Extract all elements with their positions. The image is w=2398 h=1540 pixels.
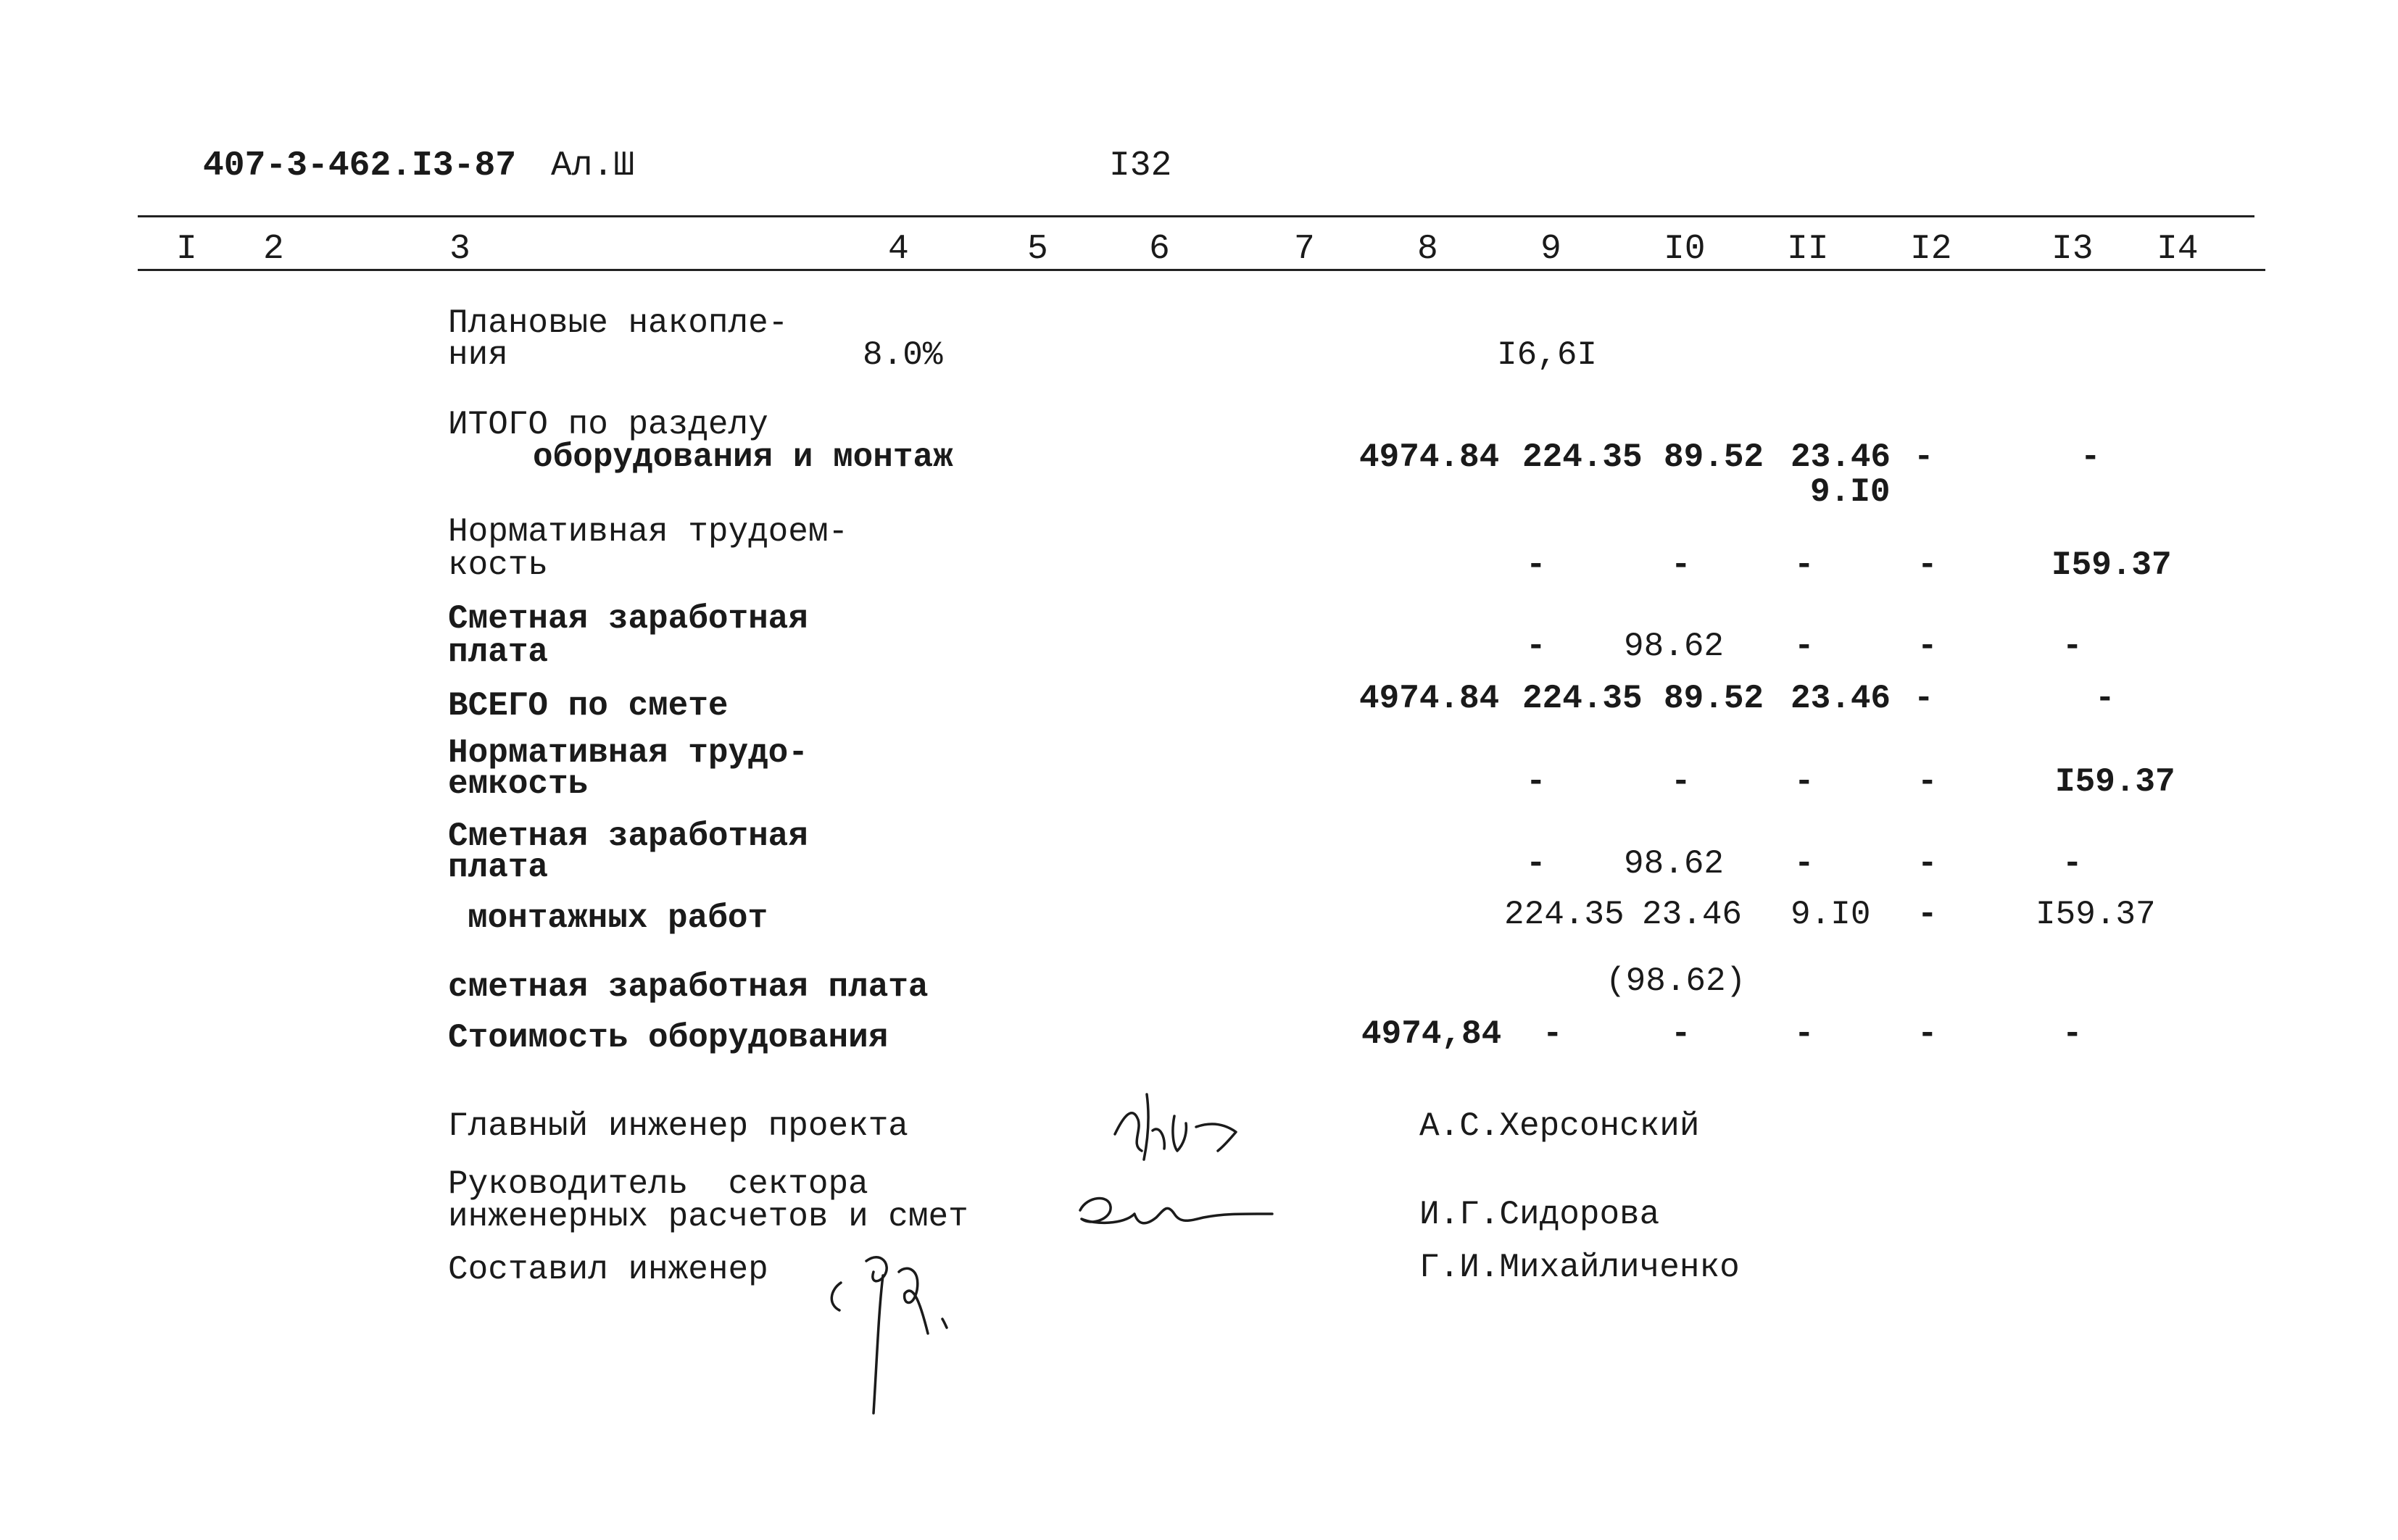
cell-col10: 98.62 xyxy=(1624,845,1725,883)
column-number: I0 xyxy=(1664,230,1706,269)
column-number: I3 xyxy=(2051,230,2094,269)
cell-col11: 9.I0 xyxy=(1791,896,1871,933)
row-label: Нормативная трудо- xyxy=(448,734,808,772)
row-label: оборудования и монтаж xyxy=(533,438,953,476)
signature-chief-engineer xyxy=(1102,1065,1261,1189)
cell-col10: - xyxy=(1671,546,1691,584)
cell-col10: 89.52 xyxy=(1664,438,1764,476)
cell-col11: - xyxy=(1794,763,1814,801)
signer-name: А.С.Херсонский xyxy=(1419,1107,1700,1145)
cell-col13: I59.37 xyxy=(2055,763,2175,801)
signer-name: Г.И.Михайличенко xyxy=(1419,1249,1740,1286)
cell-col12: - xyxy=(1917,628,1938,665)
table-header-rule xyxy=(138,269,2265,271)
row-label: сметная заработная плата xyxy=(448,968,929,1006)
cell-col11: 23.46 xyxy=(1791,438,1891,476)
signature-sector-head xyxy=(1066,1181,1283,1246)
row-label: плата xyxy=(448,633,549,671)
cell-col9: - xyxy=(1526,628,1546,665)
row-label: ИТОГО по разделу xyxy=(448,406,768,444)
cell-col9: - xyxy=(1526,763,1546,801)
signer-role: Составил инженер xyxy=(448,1251,768,1289)
cell-col9: - xyxy=(1526,546,1546,584)
cell-col12: - xyxy=(1914,438,1934,476)
cell-col13: - xyxy=(2062,845,2083,883)
cell-col11: 23.46 xyxy=(1791,680,1891,717)
signer-name: И.Г.Сидорова xyxy=(1419,1196,1660,1233)
signer-role: Руководитель сектора xyxy=(448,1165,868,1203)
signature-compiler xyxy=(812,1232,979,1428)
cell-col13: - xyxy=(2062,1015,2083,1053)
cell-col10: - xyxy=(1671,1015,1691,1053)
cell-col12: - xyxy=(1914,680,1934,717)
cell-col11: - xyxy=(1794,628,1814,665)
column-number: 8 xyxy=(1417,230,1438,269)
cell-col10: (98.62) xyxy=(1606,962,1746,1000)
cell-col13: I59.37 xyxy=(2051,546,2172,584)
cell-col8: 4974.84 xyxy=(1359,680,1500,717)
column-number: 5 xyxy=(1027,230,1048,269)
row-label: Плановые накопле- xyxy=(448,304,789,342)
cell-col10: - xyxy=(1671,763,1691,801)
cell-col10: 89.52 xyxy=(1664,680,1764,717)
row-label: емкость xyxy=(448,765,589,803)
cell-col9: - xyxy=(1526,845,1546,883)
row-label: ВСЕГО по смете xyxy=(448,687,729,725)
rate-value: 8.0% xyxy=(863,336,943,374)
cell-col9: 224.35 xyxy=(1522,438,1643,476)
column-number: 9 xyxy=(1540,230,1561,269)
cell-col11-extra: 9.I0 xyxy=(1810,473,1891,511)
album-number: Ал.Ш xyxy=(551,146,635,186)
cell-col13: - xyxy=(2080,438,2101,476)
cell-col11: - xyxy=(1794,1015,1814,1053)
cell-col13: - xyxy=(2095,680,2115,717)
page-number: I32 xyxy=(1109,146,1172,186)
signer-role: Главный инженер проекта xyxy=(448,1107,908,1145)
cell-col11: - xyxy=(1794,845,1814,883)
column-number: 6 xyxy=(1149,230,1170,269)
row-label: ния xyxy=(448,336,508,374)
cell-col10: 98.62 xyxy=(1624,628,1725,665)
row-label: монтажных работ xyxy=(468,899,768,937)
cell-col12: - xyxy=(1917,763,1938,801)
column-number: I4 xyxy=(2157,230,2199,269)
column-number: I2 xyxy=(1910,230,1952,269)
row-label: кость xyxy=(448,546,549,584)
cell-col8: 4974,84 xyxy=(1361,1015,1502,1053)
signer-role: инженерных расчетов и смет xyxy=(448,1198,968,1236)
cell-col9: 224.35 xyxy=(1522,680,1643,717)
row-label: Сметная заработная xyxy=(448,817,808,855)
cell-col12: - xyxy=(1917,896,1938,933)
cell-col8: 4974.84 xyxy=(1359,438,1500,476)
cell-col9: 224.35 xyxy=(1504,896,1625,933)
cell-col13: - xyxy=(2062,628,2083,665)
row-label: плата xyxy=(448,849,549,886)
column-number: I xyxy=(176,230,197,269)
column-number: 7 xyxy=(1294,230,1315,269)
cell-col12: - xyxy=(1917,1015,1938,1053)
cell-col12: - xyxy=(1917,845,1938,883)
column-number: II xyxy=(1787,230,1829,269)
cell-col9: I6,6I xyxy=(1497,336,1598,374)
cell-col9: - xyxy=(1543,1015,1563,1053)
row-label: Стоимость оборудования xyxy=(448,1019,889,1057)
column-number: 2 xyxy=(263,230,284,269)
cell-col12: - xyxy=(1917,546,1938,584)
cell-col10: 23.46 xyxy=(1642,896,1743,933)
column-number: 3 xyxy=(449,230,470,269)
row-label: Нормативная трудоем- xyxy=(448,513,849,551)
cell-col11: - xyxy=(1794,546,1814,584)
cell-col13: I59.37 xyxy=(2036,896,2156,933)
column-number: 4 xyxy=(888,230,909,269)
table-top-rule xyxy=(138,215,2254,217)
document-code: 407-3-462.I3-87 xyxy=(203,146,517,186)
row-label: Сметная заработная xyxy=(448,600,808,638)
